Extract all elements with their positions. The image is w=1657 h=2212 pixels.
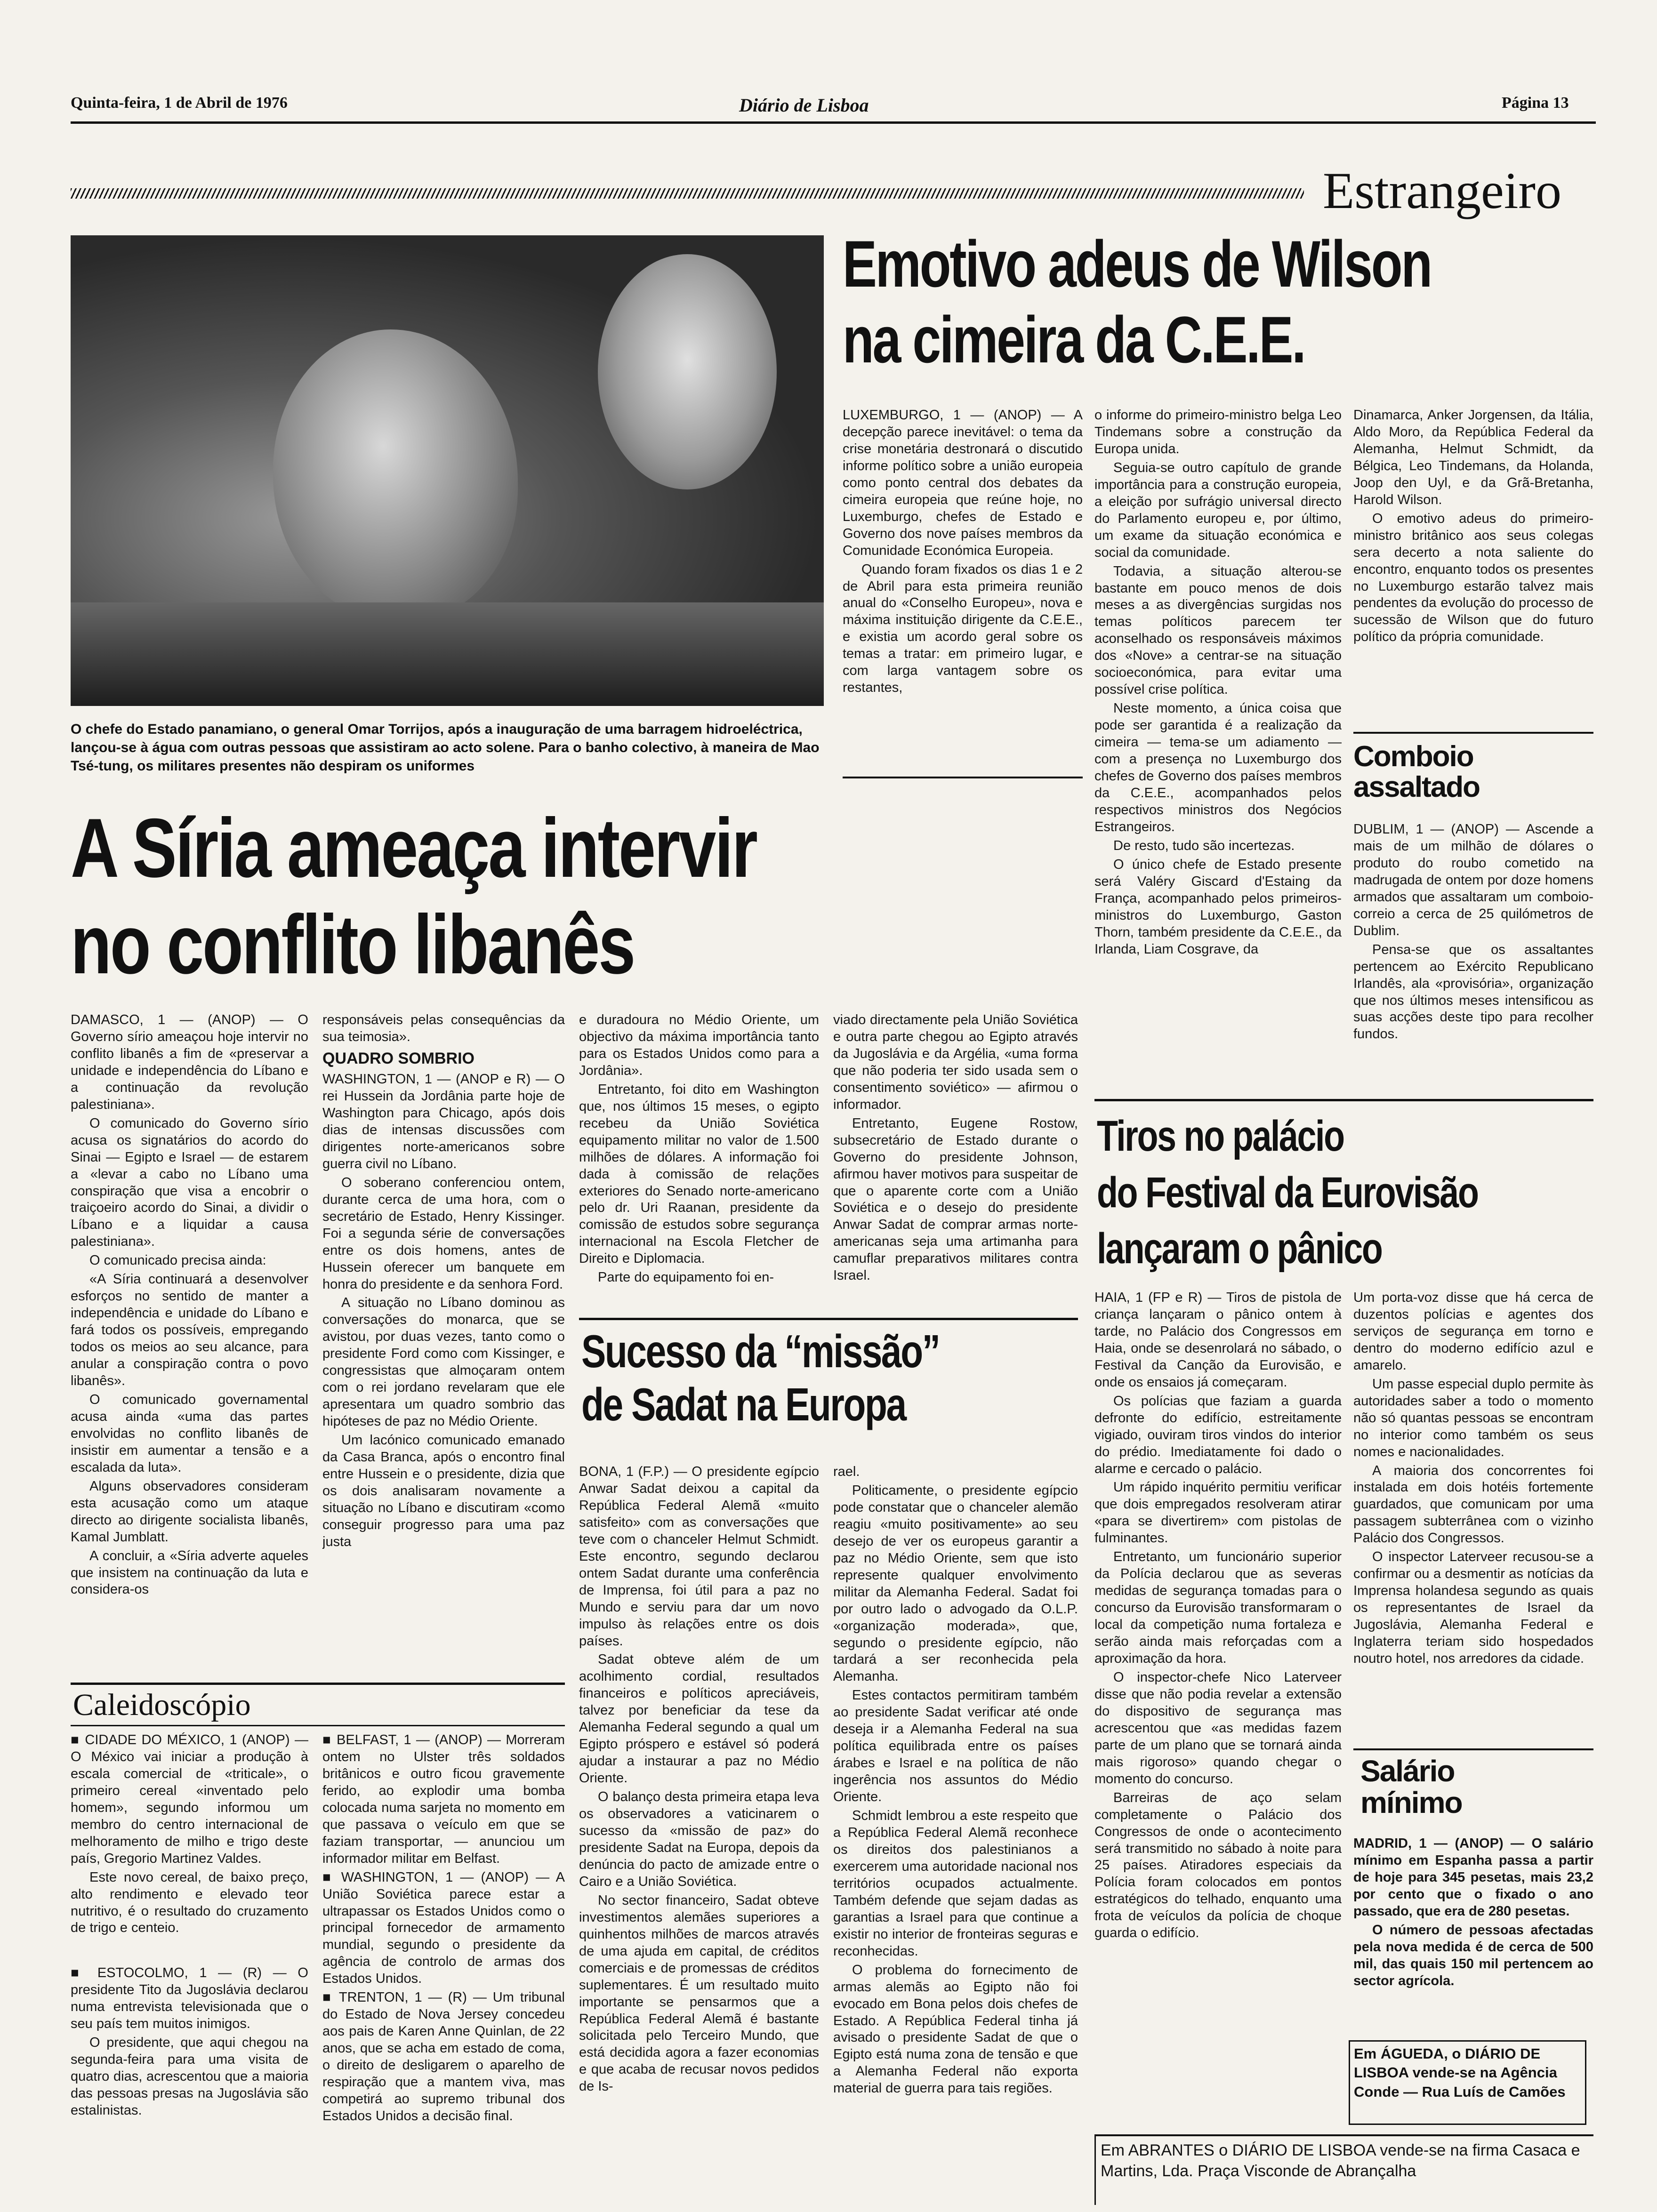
caleidoscopio-title: Caleidoscópio (73, 1688, 251, 1722)
siria-headline (71, 800, 756, 993)
siria-paragraph: A situação no Líbano dominou as conversações do monarca, que se avistou, por duas vezes, tanto como o presidente Ford como com Kissinger, e congressistas que almoçaram ontem com o rei jordano revelaram que ele apresentara um quadro sombrio das hipóteses de paz no Médio Oriente. (322, 1295, 565, 1429)
eurovisao-paragraph: Entretanto, um funcionário superior da Polícia declarou que as severas medidas de segurança tomadas para o concurso da Eurovisão transformaram o local da competição numa fortaleza e serão ainda mais reforçadas com a aproximação da hora. (1094, 1549, 1342, 1667)
news-photo (71, 235, 824, 706)
sadat-headline-line-1: Sucesso da “missão” (581, 1325, 940, 1377)
wilson-headline-line-1: Emotivo adeus de Wilson (843, 227, 1431, 301)
sadat-paragraph: Estes contactos permitiram também ao presidente Sadat verificar até onde deseja ir a Alemanha Federal na sua política equilibrada entre os países árabes e Israel e na política de não ingerência nos assuntos do Médio Oriente. (833, 1688, 1078, 1805)
wilson-paragraph: Neste momento, a única coisa que pode ser garantida é a realização da cimeira — tema-se um adiamento — com a presença no Luxemburgo dos chefes de Governo dos países membros da C.E.E., acompanhados pelos respectivos ministros dos Negócios Estrangeiros. (1094, 701, 1342, 834)
comboio-title (1353, 741, 1480, 802)
eurovisao-top-rule (1094, 1099, 1593, 1101)
salario-title-line-2: mínimo (1360, 1786, 1462, 1820)
siria-paragraph: WASHINGTON, 1 — (ANOP e R) — O rei Hussein da Jordânia parte hoje de Washington para Chicago, após dois dias de intensas discussões com dirigentes norte-americanos sobre guerra civil no Líbano. (322, 1072, 565, 1171)
wilson-paragraph: Dinamarca, Anker Jorgensen, da Itália, Aldo Moro, da República Federal da Alemanha, Helmut Schmidt, da Bélgica, Leo Tindemans, da Holanda, Joop den Uyl, e da Grã-Bretanha, Harold Wilson. (1353, 408, 1593, 507)
abrantes-notice: Em ABRANTES o DIÁRIO DE LISBOA vende-se na firma Casaca e Martins, Lda. Praça Visconde de Abrançalha (1094, 2134, 1593, 2205)
sadat-paragraph: Politicamente, o presidente egípcio pode constatar que o chanceler alemão reagiu «muito positivamente» ao seu desejo de ver os europeus garantir a paz no Médio Oriente, sem que isto represente qualquer envolvimento militar da Alemanha Federal. Sadat foi por outro lado o advogado da O.L.P. «organização moderada», que, segundo o presidente egípcio, não tardará a ser reconhecida pela Alemanha. (833, 1483, 1078, 1684)
sadat-headline-line-2: de Sadat na Europa (581, 1378, 906, 1430)
eurovisao-paragraph: O inspector Laterveer recusou-se a confirmar ou a desmentir as notícias da Imprensa holandesa segundo as quais os representantes de Israel da Jugoslávia, Alemanha Federal e Inglaterra teriam sido hospedados noutro hotel, nos arredores da cidade. (1353, 1549, 1593, 1667)
wilson-headline (843, 226, 1431, 377)
caleidoscopio-item: ■ TRENTON, 1 — (R) — Um tribunal do Estado de Nova Jersey concedeu aos pais de Karen Anne Quinlan, de 22 anos, que se acha em estado de coma, o direito de desligarem o aparelho de respiração que a mantem viva, mas competirá ao supremo tribunal dos Estados Unidos a decisão final. (322, 1990, 565, 2124)
masthead-date: Quinta-feira, 1 de Abril de 1976 (71, 94, 288, 112)
siria-paragraph: A concluir, a «Síria adverte aqueles que insistem na continuação da luta e considera-os (71, 1548, 308, 1597)
wilson-paragraph: o informe do primeiro-ministro belga Leo Tindemans sobre a construção da Europa unida. (1094, 408, 1342, 457)
sadat-paragraph: Sadat obteve além de um acolhimento cordial, resultados financeiros e políticos apreciáveis, talvez por beneficiar da tese da Alemanha Federal segundo a qual um Egipto próspero e estável só poderá ajudar a instaurar a paz no Médio Oriente. (579, 1652, 819, 1786)
sadat-column-2 (833, 1464, 1078, 2203)
wilson-paragraph: Todavia, a situação alterou-se bastante em pouco menos de dois meses a as divergências surgidas nos temas políticos parecem ter aconselhado os responsáveis máximos dos «Nove» a centrar-se na situação socioeconómica, para evitar uma possível crise política. (1094, 563, 1342, 697)
eurovisao-paragraph: O inspector-chefe Nico Laterveer disse que não podia revelar a extensão do dispositivo de segurança mas acrescentou que «as medidas fazem parte de um plano que se tornará ainda mais rigoroso» quando chegar o momento do concurso. (1094, 1669, 1342, 1787)
eurovisao-column-1 (1094, 1290, 1342, 2156)
siria-paragraph: DAMASCO, 1 — (ANOP) — O Governo sírio ameaçou hoje intervir no conflito libanês a fim de «preservar a unidade e independência do Líbano e a continuação da revolução palestiniana». (71, 1012, 308, 1112)
masthead-rule (71, 121, 1596, 124)
masthead-page-number: Página 13 (1502, 94, 1569, 112)
wilson-paragraph: Seguia-se outro capítulo de grande importância para a construção europeia, a eleição por sufrágio universal directo do Parlamento europeu e, por último, um exame da situação económica e social da comunidade. (1094, 460, 1342, 560)
eurovisao-column-2 (1353, 1290, 1593, 1741)
photo-figure-right (598, 254, 777, 489)
sadat-top-rule (579, 1318, 1078, 1320)
wilson-paragraph: De resto, tudo são incertezas. (1113, 838, 1295, 853)
siria-paragraph: Entretanto, foi dito em Washington que, nos últimos 15 meses, o egipto recebeu da União Soviética equipamento militar no valor de 1.500 milhões de dólares. A informação foi dada à comissão de relações exteriores do Senado norte-americano pelo dr. Uri Raanan, presidente da comissão de estudos sobre segurança internacional na Escola Fletcher de Direito e Diplomacia. (579, 1082, 819, 1266)
siria-paragraph: «A Síria continuará a desenvolver esforços no sentido de manter a independência e unidade do Líbano e fará todos os possíveis, empregando todos os meios ao seu alcance, para anular a conspiração contra o povo libanês». (71, 1272, 308, 1389)
wilson-end-rule (843, 777, 1083, 778)
sadat-column-1 (579, 1464, 819, 2203)
caleidoscopio-item: ■ WASHINGTON, 1 — (ANOP) — A União Soviética parece estar a ultrapassar os Estados Unidos como o principal fornecedor de armamento mundial, segundo o presidente da agência de controlo de armas dos Estados Unidos. (322, 1869, 565, 1987)
section-title: Estrangeiro (1323, 162, 1562, 219)
siria-paragraph: responsáveis pelas consequências da sua teimosia». (322, 1012, 565, 1044)
eurovisao-paragraph: HAIA, 1 (FP e R) — Tiros de pistola de criança lançaram o pânico ontem à tarde, no Palácio dos Congressos em Haia, onde se desenrolará no sábado, o Festival da Canção da Eurovisão, e onde os ensaios já começaram. (1094, 1290, 1342, 1390)
eurovisao-paragraph: Um porta-voz disse que há cerca de duzentos polícias e agentes dos serviços de segurança em torno e dentro do moderno edifício azul e amarelo. (1353, 1290, 1593, 1373)
eurovisao-headline-line-1: Tiros no palácio (1097, 1112, 1344, 1160)
siria-subhead: QUADRO SOMBRIO (322, 1049, 475, 1067)
sadat-paragraph: BONA, 1 (F.P.) — O presidente egípcio Anwar Sadat deixou a capital da República Federal Alemã «muito satisfeito» com as conversações que teve com o chanceler Helmut Schmidt. Este encontro, segundo declarou ontem Sadat durante uma conferência de Imprensa, foi útil para a paz no Mundo e serviu para dar um novo impulso às relações entre os dois países. (579, 1464, 819, 1649)
siria-column-3 (579, 1012, 819, 1313)
eurovisao-paragraph: A maioria dos concorrentes foi instalada em dois hotéis fortemente guardados, que comunicam por uma passagem subterrânea com o vizinho Palácio dos Congressos. (1353, 1463, 1593, 1546)
caleidoscopio-top-rule (71, 1683, 565, 1685)
siria-paragraph: O soberano conferenciou ontem, durante cerca de uma hora, com o secretário de Estado, Henry Kissinger. Foi a segunda série de conversações entre os dois homens, antes de Hussein oferecer um banquete em honra do presidente e da senhora Ford. (322, 1175, 565, 1292)
photo-caption: O chefe do Estado panamiano, o general Omar Torrijos, após a inauguração de uma barragem hidroeléctrica, lançou-se à água com outras pessoas que assistiram ao acto solene. Para o banho colectivo, à maneira de Mao Tsé-tung, os militares presentes não despiram os uniformes (71, 721, 820, 774)
wilson-paragraph: LUXEMBURGO, 1 — (ANOP) — A decepção parece inevitável: o tema da crise monetária destronará o discutido informe político sobre a união europeia como ponto central dos debates da cimeira europeia que reúne hoje, no Luxemburgo, chefes de Estado e Governo dos nove países membros da Comunidade Económica Europeia. (843, 408, 1083, 558)
sadat-paragraph: O balanço desta primeira etapa leva os observadores a vaticinarem o sucesso da «missão de paz» do presidente Sadat na Europa, depois da denúncia do pacto de amizade entre o Cairo e a União Soviética. (579, 1789, 819, 1889)
salario-top-rule (1353, 1748, 1593, 1750)
eurovisao-paragraph: Barreiras de aço selam completamente o Palácio dos Congressos de onde o acontecimento será transmitido no sábado à noite para 25 países. Atiradores especiais da Polícia foram colocados em pontos estratégicos do telhado, enquanto uma frota de veículos da polícia de choque guarda o edifício. (1094, 1790, 1342, 1941)
comboio-title-line-1: Comboio (1353, 740, 1473, 773)
eurovisao-paragraph: Os polícias que faziam a guarda defronte do edifício, estreitamente vigiado, ouviram tiros vindos do interior do prédio. Imediatamente foi dado o alarme e cercado o palácio. (1094, 1393, 1342, 1476)
wilson-column-3 (1353, 407, 1593, 718)
wilson-column-2 (1094, 407, 1342, 1085)
sadat-paragraph: Schmidt lembrou a este respeito que a República Federal Alemã reconhece os direitos dos palestinianos a exercerem uma autoridade nacional nos territórios ocupados actualmente. Também defende que sejam dadas as garantias a Israel para que continue a existir no interior de fronteiras seguras e reconhecidas. (833, 1808, 1078, 1959)
masthead-paper-name: Diário de Lisboa (739, 95, 869, 116)
caleidoscopio-column-2 (322, 1732, 565, 2203)
comboio-top-rule (1353, 732, 1593, 734)
comboio-body (1353, 821, 1593, 1085)
sadat-paragraph: rael. (833, 1464, 860, 1479)
siria-paragraph: O comunicado do Governo sírio acusa os signatários do acordo do Sinai — Egipto e Israel — de estarem a «levar a cabo no Líbano uma conspiração que visa a encobrir o traiçoeiro acordo do Sinai, a dividir o Líbano e a liquidar a causa palestiniana». (71, 1115, 308, 1250)
siria-paragraph: Entretanto, Eugene Rostow, subsecretário de Estado durante o Governo do presidente Johnson, afirmou haver motivos para suspeitar de que o aparente corte com a União Soviética e o desejo do presidente Anwar Sadat de comprar armas norte-americanas seja uma artimanha para camuflar preparativos militares contra Israel. (833, 1115, 1078, 1283)
caleidoscopio-item: O presidente, que aqui chegou na segunda-feira para uma visita de quatro dias, acrescentou que a maioria das pessoas presas na Jugoslávia são estalinistas. (71, 2035, 308, 2118)
eurovisao-headline-line-2: do Festival da Eurovisão (1097, 1168, 1478, 1217)
siria-column-2 (322, 1012, 565, 1675)
comboio-title-line-2: assaltado (1353, 771, 1480, 804)
caleidoscopio-item: Este novo cereal, de baixo preço, alto rendimento e elevado teor nutritivo, é o resultado do cruzamento de trigo e centeio. (71, 1869, 308, 1936)
siria-column-1 (71, 1012, 308, 1675)
caleidoscopio-column-1 (71, 1732, 308, 2203)
photo-water (71, 602, 824, 706)
siria-paragraph: Parte do equipamento foi en- (598, 1270, 774, 1285)
eurovisao-headline (1097, 1108, 1478, 1277)
agueda-notice: Em ÁGUEDA, o DIÁRIO DE LISBOA vende-se na Agência Conde — Rua Luís de Camões (1349, 2040, 1586, 2125)
sadat-headline (581, 1325, 940, 1431)
caleidoscopio-item: ■ CIDADE DO MÉXICO, 1 (ANOP) — O México vai iniciar a produção à escala comercial de «triticale», o primeiro cereal «inventado pelo homem», segundo informou um membro do centro internacional de melhoramento de milho e trigo deste país, Gregorio Martinez Valdes. (71, 1732, 308, 1866)
section-stripe (71, 188, 1304, 199)
salario-paragraph: O número de pessoas afectadas pela nova medida é de cerca de 500 mil, das quais 150 mil pertencem ao sector agrícola. (1353, 1922, 1593, 1988)
wilson-headline-line-2: na cimeira da C.E.E. (843, 303, 1305, 377)
siria-paragraph: Um lacónico comunicado emanado da Casa Branca, após o encontro final entre Hussein e o presidente, dizia que os dois analisaram novamente a situação no Líbano e discutiram «como conseguir progresso para uma paz justa (322, 1433, 565, 1549)
wilson-paragraph: Quando foram fixados os dias 1 e 2 de Abril para esta primeira reunião anual do «Conselho Europeu», nova e máxima instituição dirigente da C.E.E., e existia um acordo geral sobre os temas a tratar: em primeiro lugar, e com larga vantagem sobre os restantes, (843, 561, 1083, 696)
wilson-column-1 (843, 407, 1083, 774)
salario-title-line-1: Salário (1360, 1754, 1455, 1788)
caleidoscopio-item: ■ ESTOCOLMO, 1 — (R) — O presidente Tito da Jugoslávia declarou numa entrevista televisionada que o seu país tem muitos inimigos. (71, 1965, 308, 2032)
sadat-paragraph: No sector financeiro, Sadat obteve investimentos alemães superiores a quinhentos milhões de marcos através de uma ajuda em capital, de créditos comerciais e de promessas de créditos suplementares. É um resultado muito importante se pensarmos que a República Federal Alemã é bastante solicitada pelo Terceiro Mundo, que está decidida agora a fazer economias e que acaba de recusar novos pedidos de Is- (579, 1892, 819, 2094)
caleidoscopio-item: ■ BELFAST, 1 — (ANOP) — Morreram ontem no Ulster três soldados britânicos e outro ficou gravemente ferido, ao explodir uma bomba colocada numa sarjeta no momento em que passava o veículo em que se faziam transportar, — anunciou um informador militar em Belfast. (322, 1732, 565, 1866)
siria-headline-line-1: A Síria ameaça intervir (71, 801, 756, 895)
siria-paragraph: O comunicado precisa ainda: (89, 1253, 266, 1268)
siria-paragraph: Alguns observadores consideram esta acusação como um ataque directo ao dirigente socialista libanês, Kamal Jumblatt. (71, 1478, 308, 1545)
eurovisao-headline-line-3: lançaram o pânico (1097, 1225, 1382, 1273)
wilson-paragraph: O emotivo adeus do primeiro-ministro britânico aos seus colegas sera decerto a nota saliente do encontro, enquanto todos os presentes no Luxemburgo estarão talvez mais pendentes da evolução do processo de sucessão de Wilson que do futuro político da própria comunidade. (1353, 511, 1593, 645)
salario-body (1353, 1835, 1593, 2033)
comboio-paragraph: DUBLIM, 1 — (ANOP) — Ascende a mais de um milhão de dólares o produto do roubo cometido na madrugada de ontem por doze homens armados que assaltaram um comboio-correio a cerca de 25 quilómetros de Dublim. (1353, 822, 1593, 938)
sadat-paragraph: O problema do fornecimento de armas alemãs ao Egipto não foi evocado em Bona pelos dois chefes de Estado. A República Federal tinha já avisado o presidente Sadat de que o Egipto está numa zona de tensão e que a Alemanha Federal não exporta material de guerra para tais regiões. (833, 1962, 1078, 2096)
siria-paragraph: e duradoura no Médio Oriente, um objectivo da máxima importância tanto para os Estados Unidos como para a Jordânia». (579, 1012, 819, 1078)
wilson-paragraph: O único chefe de Estado presente será Valéry Giscard d'Estaing da França, acompanhado pelos primeiros-ministros do Luxemburgo, Gaston Thorn, também presidente da C.E.E., da Irlanda, Liam Cosgrave, da (1094, 857, 1342, 957)
siria-paragraph: O comunicado governamental acusa ainda «uma das partes envolvidas no conflito libanês de insistir em aumentar a tensão e a escalada da luta». (71, 1392, 308, 1475)
photo-figure-left (273, 329, 518, 621)
siria-headline-line-2: no conflito libanês (71, 897, 635, 991)
siria-paragraph: viado directamente pela União Soviética e outra parte chegou ao Egipto através da Jugoslávia e da Argélia, «uma forma que não poderia ter sido usada sem o consentimento soviético» — afirmou o informador. (833, 1012, 1078, 1112)
comboio-paragraph: Pensa-se que os assaltantes pertencem ao Exército Republicano Irlandês, ala «provisória», organização que nos últimos meses intensificou as suas acções deste tipo para recolher fundos. (1353, 942, 1593, 1042)
eurovisao-paragraph: Um rápido inquérito permitiu verificar que dois empregados resolveram atirar «para se divertirem» com pistolas de fulminantes. (1094, 1480, 1342, 1546)
caleidoscopio-title-rule (71, 1725, 565, 1726)
eurovisao-paragraph: Um passe especial duplo permite às autoridades saber a todo o momento não só quantas pessoas se encontram no interior como também os seus nomes e nacionalidades. (1353, 1376, 1593, 1459)
salario-title (1360, 1755, 1462, 1819)
salario-paragraph: MADRID, 1 — (ANOP) — O salário mínimo em Espanha passa a partir de hoje para 345 pesetas, mais 23,2 por cento que o fixado o ano passado, que era de 280 pesetas. (1353, 1836, 1593, 1919)
siria-column-4 (833, 1012, 1078, 1313)
